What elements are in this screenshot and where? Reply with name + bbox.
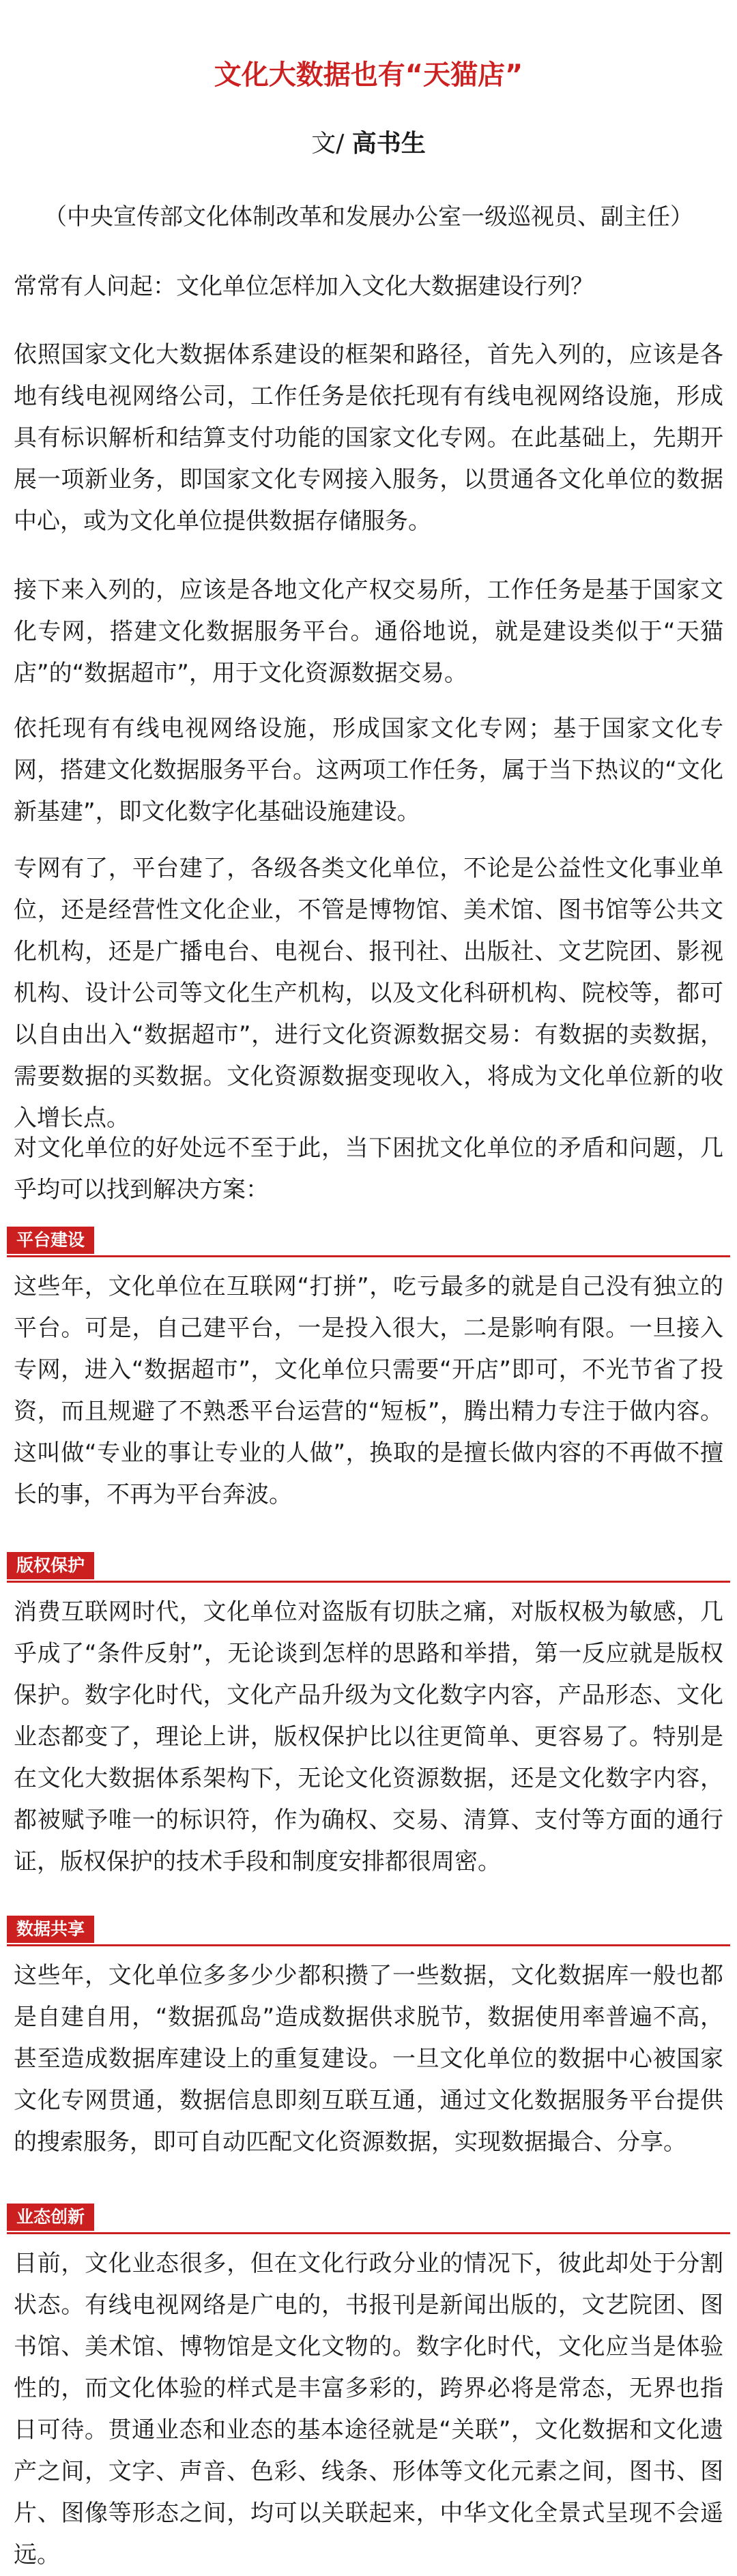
- section-tag-platform: 平台建设: [7, 1227, 94, 1254]
- author-line: [0, 127, 737, 161]
- section-header-data-sharing: [0, 1916, 737, 1948]
- section-divider: [7, 1944, 730, 1946]
- intro-paragraph-network: 依照国家文化大数据体系建设的框架和路径，首先入列的，应该是各地有线电视网络公司，工作任务是依托现有有线电视网络设施，形成具有标识解析和结算支付功能的国家文化专网。在此基础上，先期开展一项新业务，即国家文化专网接入服务，以贯通各文化单位的数据中心，或为文化单位提供数据存储服务。: [14, 341, 723, 535]
- section-tag-innovation: 业态创新: [7, 2204, 94, 2231]
- intro-paragraph-exchange: 接下来入列的，应该是各地文化产权交易所，工作任务是基于国家文化专网，搭建文化数据服务平台。通俗地说，就是建设类似于“天猫店”的“数据超市”，用于文化资源数据交易。: [14, 576, 723, 687]
- author-prefix: 文/: [311, 130, 352, 158]
- section-paragraph-copyright: 消费互联网时代，文化单位对盗版有切肤之痛，对版权极为敏感，几乎成了“条件反射”，无论谈到怎样的思路和举措，第一反应就是版权保护。数字化时代，文化产品升级为文化数字内容，产品形态、文化业态都变了，理论上讲，版权保护比以往更简单、更容易了。特别是在文化大数据体系架构下，无论文化资源数据，还是文化数字内容，都被赋予唯一的标识符，作为确权、交易、清算、支付等方面的通行证，版权保护的技术手段和制度安排都很周密。: [14, 1598, 723, 1875]
- section-paragraph-data-sharing: 这些年，文化单位多多少少都积攒了一些数据，文化数据库一般也都是自建自用，“数据孤岛”造成数据供求脱节，数据使用率普遍不高，甚至造成数据库建设上的重复建设。一旦文化单位的数据中心被国家文化专网贯通，数据信息即刻互联互通，通过文化数据服务平台提供的搜索服务，即可自动匹配文化资源数据，实现数据撮合、分享。: [14, 1962, 723, 2156]
- section-header-innovation: [0, 2204, 737, 2236]
- article-title: 文化大数据也有“天猫店”: [214, 59, 523, 91]
- intro-paragraph-market: 专网有了，平台建了，各级各类文化单位，不论是公益性文化事业单位，还是经营性文化企业，不管是博物馆、美术馆、图书馆等公共文化机构，还是广播电台、电视台、报刊社、出版社、文艺院团、影视机构、设计公司等文化生产机构，以及文化科研机构、院校等，都可以自由出入“数据超市”，进行文化资源数据交易：有数据的卖数据，需要数据的买数据。文化资源数据变现收入，将成为文化单位新的收入增长点。: [14, 855, 723, 1132]
- section-header-copyright: [0, 1552, 737, 1585]
- section-divider: [7, 2232, 730, 2234]
- intro-paragraph-infrastructure: 依托现有有线电视网络设施，形成国家文化专网；基于国家文化专网，搭建文化数据服务平台。这两项工作任务，属于当下热议的“文化新基建”，即文化数字化基础设施建设。: [14, 715, 723, 825]
- intro-paragraph-question: 常常有人问起：文化单位怎样加入文化大数据建设行列？: [14, 273, 594, 300]
- section-tag-data-sharing: 数据共享: [7, 1916, 94, 1943]
- section-divider: [7, 1581, 730, 1583]
- section-header-platform: [0, 1227, 737, 1259]
- author-name: 高书生: [351, 130, 426, 158]
- section-tag-copyright: 版权保护: [7, 1552, 94, 1579]
- section-paragraph-innovation: 目前，文化业态很多，但在文化行政分业的情况下，彼此却处于分割状态。有线电视网络是广电的，书报刊是新闻出版的，文艺院团、图书馆、美术馆、博物馆是文化文物的。数字化时代，文化应当是体验性的，而文化体验的样式是丰富多彩的，跨界必将是常态，无界也指日可待。贯通业态和业态的基本途径就是“关联”，文化数据和文化遗产之间，文字、声音、色彩、线条、形体等文化元素之间，图书、图片、图像等形态之间，均可以关联起来，中华文化全景式呈现不会遥远。: [14, 2250, 723, 2568]
- author-affiliation: （中央宣传部文化体制改革和发展办公室一级巡视员、副主任）: [44, 203, 693, 231]
- section-paragraph-platform: 这些年，文化单位在互联网“打拼”，吃亏最多的就是自己没有独立的平台。可是，自己建平台，一是投入很大，二是影响有限。一旦接入专网，进入“数据超市”，文化单位只需要“开店”即可，不光节省了投资，而且规避了不熟悉平台运营的“短板”，腾出精力专注于做内容。这叫做“专业的事让专业的人做”，换取的是擅长做内容的不再做不擅长的事，不再为平台奔波。: [14, 1273, 723, 1508]
- section-divider: [7, 1255, 730, 1257]
- intro-paragraph-benefits: 对文化单位的好处远不至于此，当下困扰文化单位的矛盾和问题，几乎均可以找到解决方案：: [14, 1135, 723, 1203]
